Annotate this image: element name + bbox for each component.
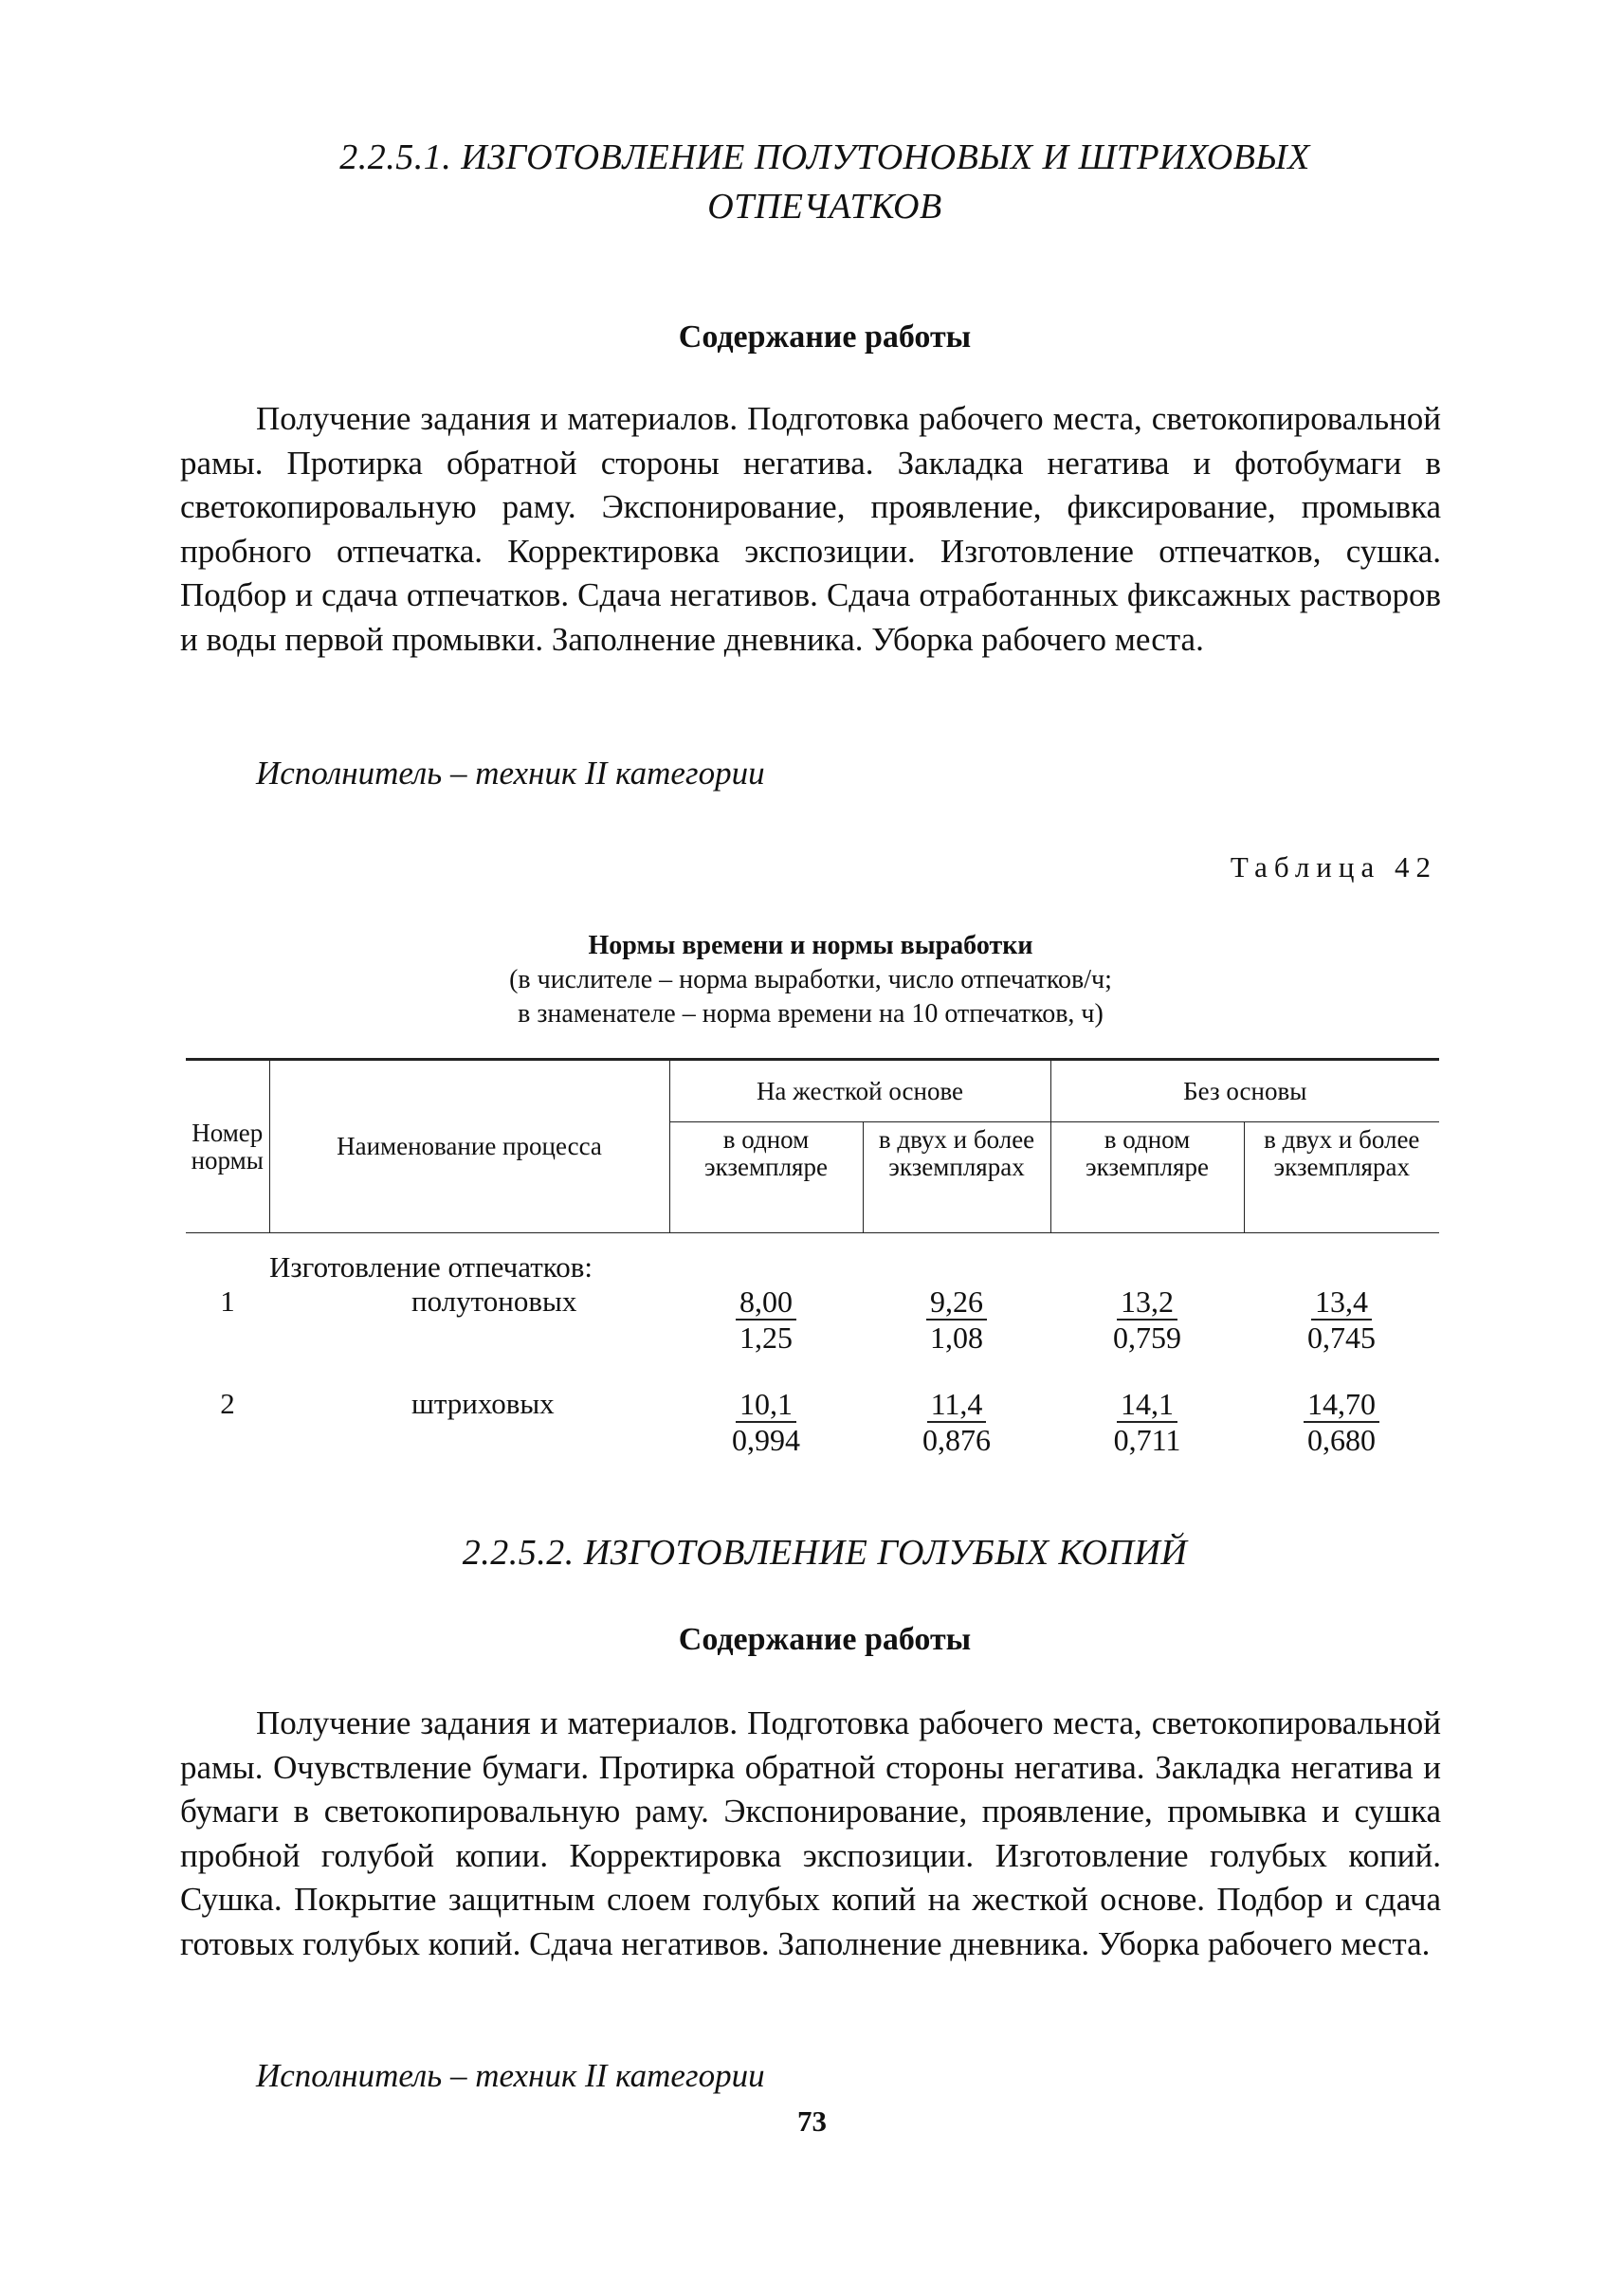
row2-rigid-single: $\frac{10,1}{0,994}$ [732, 1387, 800, 1457]
norms-table [186, 1058, 1439, 1457]
row1-rigid-single: $\frac{8,00}{1,25}$ [736, 1284, 796, 1355]
row2-process: штриховых [411, 1387, 555, 1420]
row1-nobase-single: $\frac{13,2}{0,759}$ [1113, 1284, 1181, 1355]
section2-heading: 2.2.5.2. ИЗГОТОВЛЕНИЕ ГОЛУБЫХ КОПИЙ [462, 1533, 1188, 1573]
row1-process: полутоновых [411, 1284, 577, 1318]
section1-content-title: Содержание работы [678, 319, 972, 355]
table-group-label: Изготовление отпечатков: [269, 1250, 593, 1284]
table-label: Таблица 42 [1230, 850, 1437, 883]
header-group-rigid: На жесткой основе [669, 1060, 1050, 1122]
header-rigid-multiple: в двух и более экземплярах [863, 1122, 1050, 1233]
row1-nobase-multiple: $\frac{13,4}{0,745}$ [1307, 1284, 1376, 1355]
section2-content-text: Получение задания и материалов. Подготовка рабочего места, светокопировальной рамы. Очувствление бумаги. Протирка обратной стороны негатива. Закладка негатива и бумаги в светокопировальную раму. Экспонирование, проявление, промывка и сушка пробной голубой копии. Корректировка экспозиции. Изготовление голубых копий. Сушка. Покрытие защитным слоем голубых копий на жесткой основе. Подбор и сдача готовых голубых копий. Сдача негативов. Заполнение дневника. Уборка рабочего места. [180, 1704, 1441, 1962]
header-process: Наименование процесса [269, 1060, 669, 1233]
table-row [186, 1387, 1439, 1457]
table-title-line2: (в числителе – норма выработки, число отпечатков/ч; [509, 965, 1112, 994]
row2-nobase-single: $\frac{14,1}{0,711}$ [1113, 1387, 1181, 1457]
row1-rigid-multiple: $\frac{9,26}{1,08}$ [926, 1284, 987, 1355]
page-number: 73 [797, 2104, 827, 2138]
header-number: Номер нормы [186, 1060, 269, 1233]
section1-heading-line2: ОТПЕЧАТКОВ [707, 187, 942, 227]
row2-number: 2 [220, 1387, 235, 1420]
row2-nobase-multiple: $\frac{14,70}{0,680}$ [1304, 1387, 1379, 1457]
header-rigid-single: в одном экземпляре [669, 1122, 863, 1233]
table-title-line1: Нормы времени и нормы выработки [588, 931, 1033, 960]
row2-rigid-multiple: $\frac{11,4}{0,876}$ [922, 1387, 991, 1457]
section1-heading [180, 133, 1469, 231]
table-title [180, 929, 1441, 1031]
section1-heading-line1: 2.2.5.1. ИЗГОТОВЛЕНИЕ ПОЛУТОНОВЫХ И ШТРИХОВЫХ [339, 137, 1310, 177]
table-row [186, 1284, 1439, 1387]
section1-executor: Исполнитель – техник II категории [256, 755, 765, 792]
section2-content-title: Содержание работы [678, 1622, 972, 1657]
section1-content-text: Получение задания и материалов. Подготовка рабочего места, светокопировальной рамы. Протирка обратной стороны негатива. Закладка негатива и фотобумаги в светокопировальную раму. Экспонирование, проявление, фиксирование, промывка пробного отпечатка. Корректировка экспозиции. Изготовление отпечатков, сушка. Подбор и сдача отпечатков. Сдача негативов. Сдача отработанных фиксажных растворов и воды первой промывки. Заполнение дневника. Уборка рабочего места. [180, 400, 1441, 658]
header-group-no-base: Без основы [1050, 1060, 1439, 1122]
header-nobase-multiple: в двух и более экземплярах [1244, 1122, 1439, 1233]
row1-number: 1 [220, 1284, 235, 1318]
section2-executor: Исполнитель – техник II категории [256, 2057, 765, 2094]
header-nobase-single: в одном экземпляре [1050, 1122, 1244, 1233]
table-title-line3: в знаменателе – норма времени на 10 отпечатков, ч) [518, 999, 1104, 1029]
